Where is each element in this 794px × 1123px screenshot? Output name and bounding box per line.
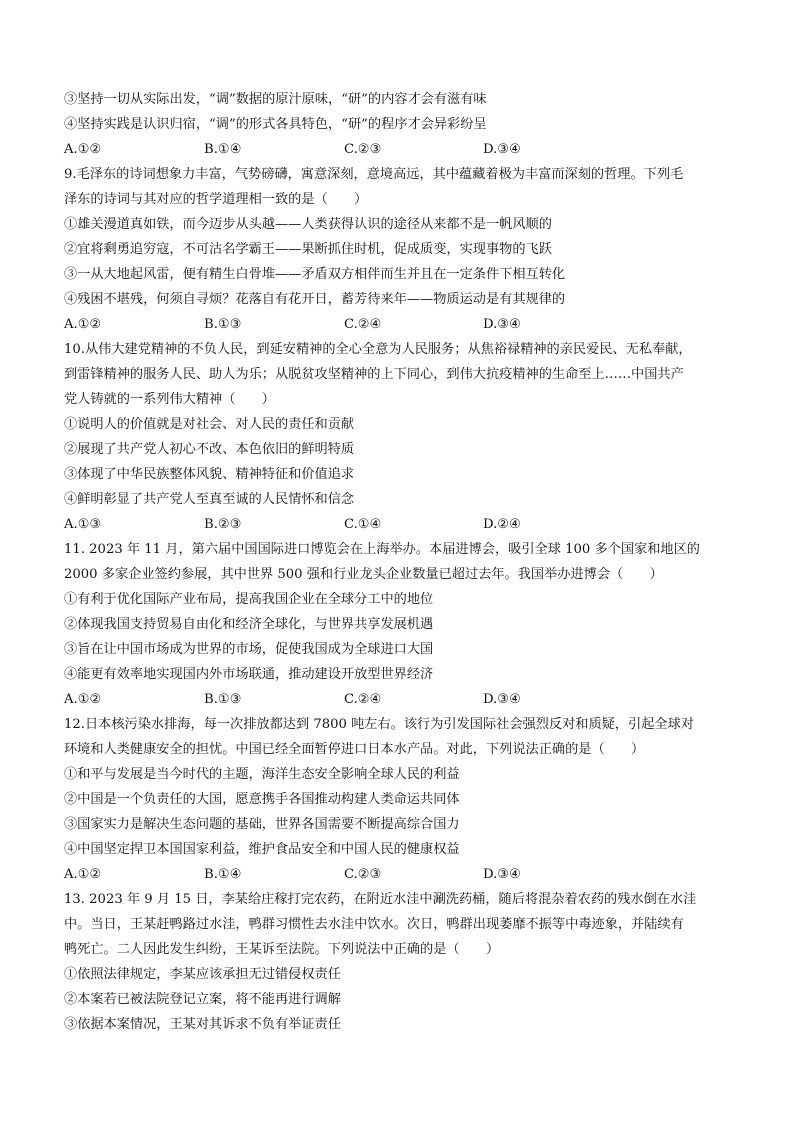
option-a[interactable]: A.①② <box>64 867 102 882</box>
q10-item-1: ①说明人的价值就是对社会、对人民的责任和贡献 <box>64 417 355 432</box>
q9-options <box>64 316 744 334</box>
q13-stem-line-2: 中。当日，王某赶鸭路过水洼，鸭群习惯性去水洼中饮水。次日，鸭群出现萎靡不振等中毒迹象，并陆续有 <box>64 917 684 932</box>
option-c[interactable]: C.①④ <box>344 517 382 532</box>
prev-item-4: ④坚持实践是认识归宿，“调”的形式各具特色，“研”的程序才会异彩纷呈 <box>64 117 487 132</box>
q9-item-1: ①雄关漫道真如铁，而今迈步从头越——人类获得认识的途径从来都不是一帆风顺的 <box>64 217 552 232</box>
option-c[interactable]: C.②④ <box>344 692 382 707</box>
q11-item-1: ①有利于优化国际产业布局，提高我国企业在全球分工中的地位 <box>64 592 434 607</box>
q13-item-2: ②本案若已被法院登记立案，将不能再进行调解 <box>64 992 341 1007</box>
q11-item-4: ④能更有效率地实现国内外市场联通，推动建设开放型世界经济 <box>64 667 434 682</box>
q12-item-3: ③国家实力是解决生态问题的基础，世界各国需要不断提高综合国力 <box>64 817 460 832</box>
q9-stem-line-2: 泽东的诗词与其对应的哲学道理相一致的是（ ） <box>64 192 368 207</box>
q11-options <box>64 691 744 709</box>
option-d[interactable]: D.③④ <box>483 142 521 157</box>
q13-stem-line-3: 鸭死亡。二人因此发生纠纷，王某诉至法院。下列说法中正确的是（ ） <box>64 942 500 957</box>
q13-stem-line-1: 13. 2023 年 9 月 15 日，李某给庄稼打完农药，在附近水洼中涮洗药桶，随后将混杂着农药的残水倒在水洼 <box>64 892 697 907</box>
option-a[interactable]: A.①② <box>64 142 102 157</box>
option-b[interactable]: B.①④ <box>204 142 242 157</box>
option-a[interactable]: A.①③ <box>64 517 102 532</box>
option-b[interactable]: B.①③ <box>204 317 242 332</box>
q10-stem-line-3: 党人铸就的一系列伟大精神（ ） <box>64 392 275 407</box>
q10-item-2: ②展现了共产党人初心不改、本色依旧的鲜明特质 <box>64 442 355 457</box>
q12-item-1: ①和平与发展是当今时代的主题，海洋生态安全影响全球人民的利益 <box>64 767 460 782</box>
option-d[interactable]: D.③④ <box>483 317 521 332</box>
option-c[interactable]: C.②④ <box>344 317 382 332</box>
option-c[interactable]: C.②③ <box>344 867 382 882</box>
option-c[interactable]: C.②③ <box>344 142 382 157</box>
q11-stem-line-2: 2000 多家企业签约参展，其中世界 500 强和行业龙头企业数量已超过去年。我国举办进博会（ ） <box>64 567 663 582</box>
option-a[interactable]: A.①② <box>64 317 102 332</box>
q10-item-3: ③体现了中华民族整体风貌、精神特征和价值追求 <box>64 467 355 482</box>
q11-stem-line-1: 11. 2023 年 11 月，第六届中国国际进口博览会在上海举办。本届进博会，吸引全球 100 多个国家和地区的 <box>64 542 700 557</box>
q13-item-1: ①依照法律规定，李某应该承担无过错侵权责任 <box>64 967 341 982</box>
q12-stem-line-2: 环境和人类健康安全的担忧。中国已经全面暂停进口日本水产品。对此，下列说法正确的是（ ） <box>64 742 645 757</box>
option-b[interactable]: B.①④ <box>204 867 242 882</box>
q12-options <box>64 866 744 884</box>
q13-item-3: ③依据本案情况，王某对其诉求不负有举证责任 <box>64 1017 341 1032</box>
q10-options <box>64 516 744 534</box>
q12-item-2: ②中国是一个负责任的大国，愿意携手各国推动构建人类命运共同体 <box>64 792 460 807</box>
option-d[interactable]: D.②④ <box>483 517 521 532</box>
q9-stem-line-1: 9.毛泽东的诗词想象力丰富，气势磅礴，寓意深刻，意境高远，其中蕴藏着极为丰富而深刻的哲理。下列毛 <box>64 167 684 182</box>
option-b[interactable]: B.①③ <box>204 692 242 707</box>
q12-stem-line-1: 12.日本核污染水排海，每一次排放都达到 7800 吨左右。该行为引发国际社会强烈反对和质疑，引起全球对 <box>64 717 694 732</box>
q11-item-3: ③旨在让中国市场成为世界的市场，促使我国成为全球进口大国 <box>64 642 434 657</box>
q10-stem-line-2: 到雷锋精神的服务人民、助人为乐；从脱贫攻坚精神的上下同心，到伟大抗疫精神的生命至上……中国共产 <box>64 367 684 382</box>
q10-item-4: ④鲜明彰显了共产党人至真至诚的人民情怀和信念 <box>64 492 355 507</box>
option-d[interactable]: D.③④ <box>483 692 521 707</box>
prev-item-3: ③坚持一切从实际出发，“调”数据的原汁原味，“研”的内容才会有滋有味 <box>64 92 487 107</box>
prev-options <box>64 141 744 159</box>
q12-item-4: ④中国坚定捍卫本国国家利益，维护食品安全和中国人民的健康权益 <box>64 842 460 857</box>
q9-item-2: ②宜将剩勇追穷寇，不可沽名学霸王——果断抓住时机，促成质变，实现事物的飞跃 <box>64 242 552 257</box>
q9-item-3: ③一从大地起风雷，便有精生白骨堆——矛盾双方相伴而生并且在一定条件下相互转化 <box>64 267 566 282</box>
option-a[interactable]: A.①② <box>64 692 102 707</box>
q10-stem-line-1: 10.从伟大建党精神的不负人民，到延安精神的全心全意为人民服务；从焦裕禄精神的亲民爱民、无私奉献， <box>64 342 692 357</box>
option-b[interactable]: B.②③ <box>204 517 242 532</box>
q9-item-4: ④残困不堪残，何须自寻烦？花落自有花开日，蓄芳待来年——物质运动是有其规律的 <box>64 292 566 307</box>
q11-item-2: ②体现我国支持贸易自由化和经济全球化，与世界共享发展机遇 <box>64 617 434 632</box>
option-d[interactable]: D.③④ <box>483 867 521 882</box>
